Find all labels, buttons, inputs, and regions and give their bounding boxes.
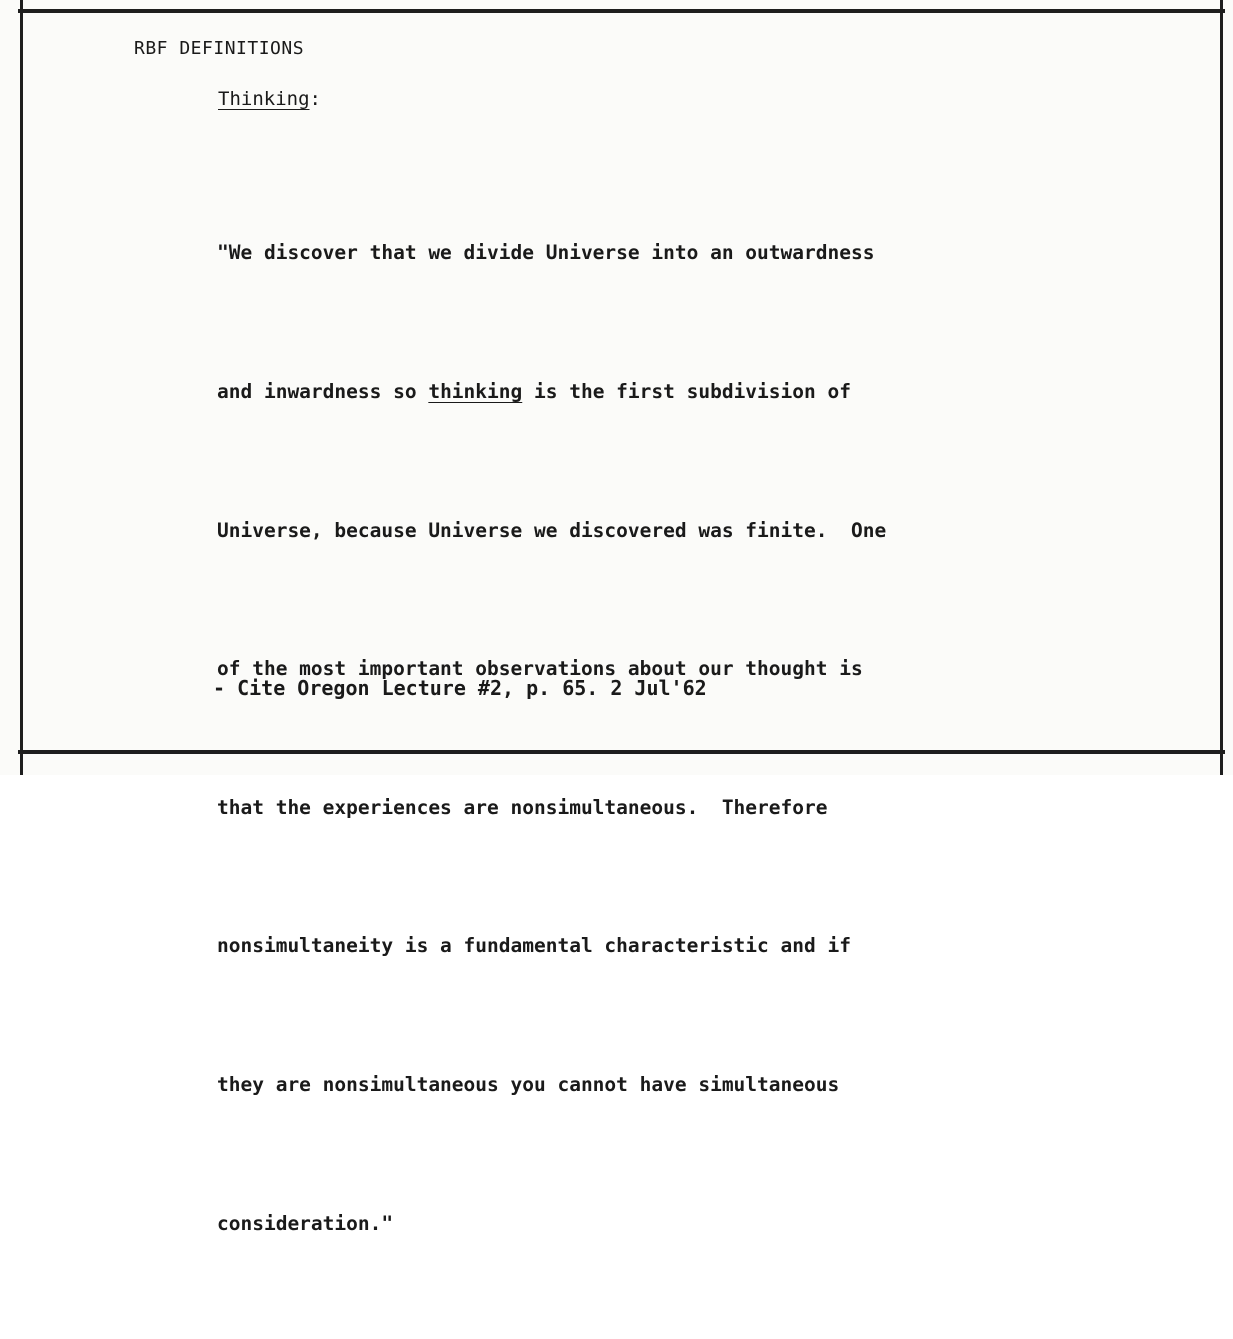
definition-line: nonsimultaneity is a fundamental characteristic and if: [217, 934, 851, 958]
card-top-rule: [18, 9, 1225, 13]
underlined-word: thinking: [428, 380, 523, 403]
card-left-rule: [20, 0, 23, 775]
definition-line: "We discover that we divide Universe into an outwardness: [217, 241, 875, 265]
definition-line-part: is the first subdivision of: [522, 380, 851, 403]
term-word: Thinking: [218, 88, 310, 110]
definition-text: [217, 138, 1207, 1339]
definition-line: [217, 369, 1207, 415]
page-header: RBF DEFINITIONS: [134, 38, 305, 59]
term-suffix: :: [309, 88, 321, 110]
definition-line: that the experiences are nonsimultaneous. Therefore: [217, 795, 828, 819]
definition-term: [218, 88, 321, 110]
definition-line: consideration.": [217, 1211, 394, 1235]
citation: - Cite Oregon Lecture #2, p. 65. 2 Jul'62: [213, 676, 707, 700]
definition-line: they are nonsimultaneous you cannot have simultaneous: [217, 1072, 840, 1096]
definition-line: Universe, because Universe we discovered was finite. One: [217, 518, 887, 542]
definition-line: of the most important observations about our thought is: [217, 657, 863, 681]
card-right-rule: [1220, 0, 1223, 775]
definition-line-part: and inwardness so: [217, 380, 429, 403]
